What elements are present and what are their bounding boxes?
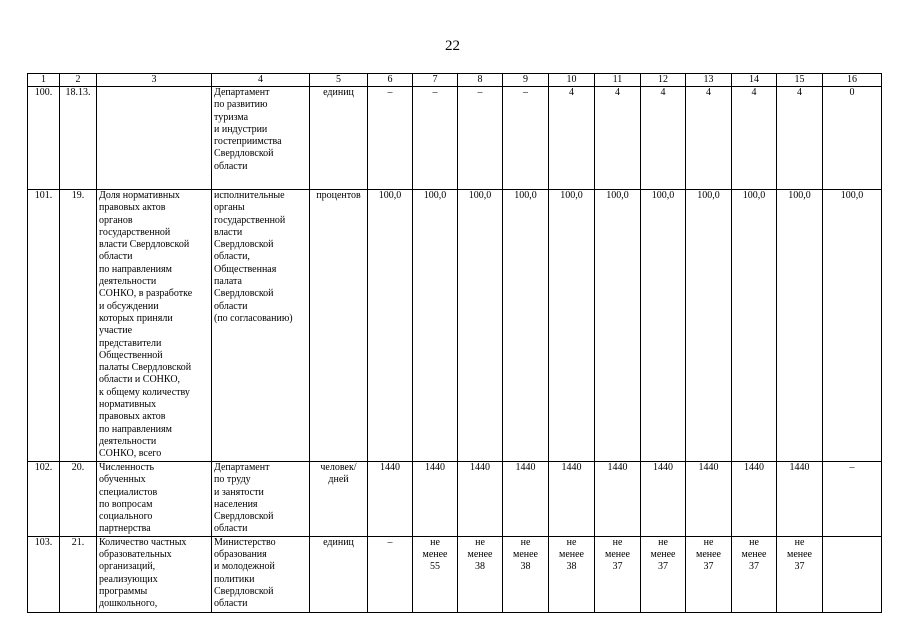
column-header: 12 <box>641 74 686 87</box>
value-cell: не менее 38 <box>503 536 549 612</box>
indicator-name: Доля нормативных правовых актов органов государственной власти Свердловской области по направлениям деятельности СОНКО, в разработке и обсуждении которых приняли участие представители Общественной палаты Свердловской области и СОНКО, к общему количеству нормативных правовых актов по направлениям деятельности СОНКО, всего <box>97 190 212 462</box>
column-header: 16 <box>823 74 882 87</box>
value-cell: 0 <box>823 87 882 190</box>
indicator-code: 18.13. <box>60 87 97 190</box>
value-cell: 1440 <box>595 462 641 537</box>
value-cell: – <box>823 462 882 537</box>
responsible-body: Министерство образования и молодежной политики Свердловской области <box>212 536 310 612</box>
column-header: 9 <box>503 74 549 87</box>
column-header: 4 <box>212 74 310 87</box>
value-cell: 4 <box>777 87 823 190</box>
row-number: 103. <box>28 536 60 612</box>
unit: процентов <box>310 190 368 462</box>
column-header: 5 <box>310 74 368 87</box>
column-header: 7 <box>413 74 458 87</box>
value-cell: 4 <box>549 87 595 190</box>
value-cell: 1440 <box>777 462 823 537</box>
column-header: 1 <box>28 74 60 87</box>
indicator-name: Количество частных образовательных организаций, реализующих программы дошкольного, <box>97 536 212 612</box>
value-cell: 100,0 <box>458 190 503 462</box>
value-cell: 100,0 <box>777 190 823 462</box>
value-cell: 100,0 <box>641 190 686 462</box>
value-cell: 4 <box>686 87 732 190</box>
value-cell: не менее 37 <box>595 536 641 612</box>
value-cell: 1440 <box>458 462 503 537</box>
column-header: 15 <box>777 74 823 87</box>
column-header: 13 <box>686 74 732 87</box>
unit: единиц <box>310 536 368 612</box>
column-header: 11 <box>595 74 641 87</box>
indicator-code: 19. <box>60 190 97 462</box>
unit: человек/ дней <box>310 462 368 537</box>
value-cell: не менее 37 <box>641 536 686 612</box>
value-cell: 100,0 <box>595 190 641 462</box>
value-cell: 1440 <box>732 462 777 537</box>
value-cell: 4 <box>732 87 777 190</box>
value-cell: 4 <box>641 87 686 190</box>
value-cell: – <box>503 87 549 190</box>
column-header: 2 <box>60 74 97 87</box>
column-header: 6 <box>368 74 413 87</box>
responsible-body: Департамент по развитию туризма и индустрии гостеприимства Свердловской области <box>212 87 310 190</box>
value-cell: – <box>413 87 458 190</box>
responsible-body: Департамент по труду и занятости населения Свердловской области <box>212 462 310 537</box>
table-row <box>28 536 882 612</box>
table-row <box>28 190 882 462</box>
indicators-table <box>27 73 882 613</box>
value-cell: не менее 37 <box>732 536 777 612</box>
row-number: 102. <box>28 462 60 537</box>
unit: единиц <box>310 87 368 190</box>
value-cell: 100,0 <box>549 190 595 462</box>
table-row <box>28 87 882 190</box>
value-cell: 1440 <box>503 462 549 537</box>
value-cell: 100,0 <box>368 190 413 462</box>
indicator-code: 21. <box>60 536 97 612</box>
column-header: 10 <box>549 74 595 87</box>
value-cell: 100,0 <box>413 190 458 462</box>
value-cell: 100,0 <box>732 190 777 462</box>
value-cell: 1440 <box>413 462 458 537</box>
value-cell: не менее 55 <box>413 536 458 612</box>
value-cell: 1440 <box>549 462 595 537</box>
row-number: 100. <box>28 87 60 190</box>
column-header: 3 <box>97 74 212 87</box>
value-cell: 100,0 <box>823 190 882 462</box>
value-cell: 1440 <box>641 462 686 537</box>
column-header: 8 <box>458 74 503 87</box>
column-number-header-row <box>28 74 882 87</box>
value-cell: 100,0 <box>686 190 732 462</box>
indicator-name: Численность обученных специалистов по вопросам социального партнерства <box>97 462 212 537</box>
value-cell: не менее 37 <box>777 536 823 612</box>
value-cell: 100,0 <box>503 190 549 462</box>
value-cell: не менее 37 <box>686 536 732 612</box>
value-cell <box>823 536 882 612</box>
value-cell: – <box>368 87 413 190</box>
value-cell: 1440 <box>368 462 413 537</box>
page-number: 22 <box>445 38 460 54</box>
column-header: 14 <box>732 74 777 87</box>
value-cell: 1440 <box>686 462 732 537</box>
responsible-body: исполнительные органы государственной власти Свердловской области, Общественная палата Свердловской области (по согласованию) <box>212 190 310 462</box>
row-number: 101. <box>28 190 60 462</box>
indicator-code: 20. <box>60 462 97 537</box>
value-cell: 4 <box>595 87 641 190</box>
table-row <box>28 462 882 537</box>
value-cell: не менее 38 <box>549 536 595 612</box>
value-cell: не менее 38 <box>458 536 503 612</box>
value-cell: – <box>368 536 413 612</box>
value-cell: – <box>458 87 503 190</box>
indicator-name <box>97 87 212 190</box>
